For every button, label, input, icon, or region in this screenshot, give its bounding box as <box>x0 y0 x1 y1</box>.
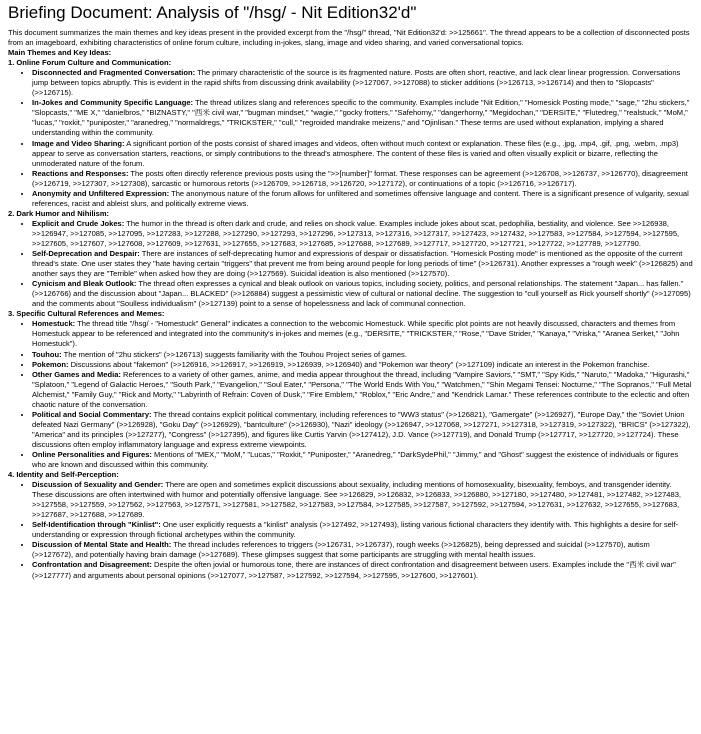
bullet-label: Explicit and Crude Jokes: <box>32 218 125 228</box>
bullet-label: Homestuck: <box>32 319 76 329</box>
bullet-label: Cynicism and Bleak Outlook: <box>32 279 137 289</box>
section-heading: 2. Dark Humor and Nihilism: <box>8 208 110 218</box>
bullet-label: Image and Video Sharing: <box>32 138 125 148</box>
bullet-text: One user explicitly requests a "kinlist" analysis (>>127492, >>127493), listing various fictional characters they identify with. This highlights a desire for self-understanding or expression through fictional archetypes within the community. <box>32 520 679 540</box>
bullet-item <box>32 189 693 209</box>
document-title: Briefing Document: Analysis of "/hsg/ - Nit Edition32'd" <box>8 3 417 22</box>
bullet-label: Online Personalities and Figures: <box>32 449 152 459</box>
bullet-item <box>32 560 693 580</box>
bullet-item <box>32 540 693 560</box>
bullet-item <box>32 249 693 279</box>
section-bullet-list <box>8 219 693 309</box>
bullet-item <box>32 68 693 98</box>
bullet-text: There are open and sometimes explicit discussions about sexuality, including mentions of homosexuality, bisexuality, femboys, and transgender identity. These discussions are often intertwined with humor and potentially offensive language. See >>126829, >>126832, >>126833, >>126880, >>127180, >>127480, >>127481, >>127482, >>127483, >>127558, >>127559, >>127562, >>127563, >>127571, >>127581, >>127582, >>127583, >>127584, >>127585, >>127587, >>127592, >>127594, >>127631, >>127632, >>127655, >>127683, >>127687, >>127688, >>127689. <box>32 480 681 520</box>
bullet-label: Discussion of Mental State and Health: <box>32 540 172 550</box>
section-bullet-list <box>8 68 693 209</box>
bullet-item <box>32 98 693 138</box>
bullet-item <box>32 279 693 309</box>
bullet-text: The thread contains explicit political commentary, including references to "WW3 status" (>>126821), "Gamergate" (>>126927), "Europe Day," the "Soviet Union defeated Nazi Germany" (>>126928), "Goku Day" (>>126929), "bantculture" (>>126930), "Nazi" ideology (>>126947, >>127068, >>127271, >>127318, >>127319, >>127322), "BRICS" (>>127322), "America" and its principles (>>127277), "Congress" (>>127395), and figures like Curtis Yarvin (>>127412), J.D. Vance (>>127719), and Donald Trump (>>127717, >>127720, >>127724). These discussions often employ inflammatory language and express extreme viewpoints. <box>32 409 691 449</box>
bullet-label: Confrontation and Disagreement: <box>32 560 152 570</box>
bullet-text: The thread often expresses a cynical and bleak outlook on various topics, including society, politics, and personal relationships. The statement "Japan... has fallen." (>>126766) and the discussion about "Japan... BLACKED" (>>126884) suggest a pessimistic view of cultural or national decline. The suggestion to "cull yourself as Rick yourself shortly" (>>127095) and the comments about "Soulless individualism" (>>127139) point to a sense of hopelessness and lack of communal connection. <box>32 279 691 309</box>
bullet-text: Despite the often jovial or humorous tone, there are instances of direct confrontation and disagreement between users. Examples include the "西米 civil war" (>>127777) and arguments about personal opinions (>>127077, >>127587, >>127592, >>127594, >>127595, >>127600, >>127601). <box>32 560 676 580</box>
bullet-label: Pokemon: <box>32 359 69 369</box>
bullet-text: The mention of "2hu stickers" (>>126713) suggests familiarity with the Touhou Project series of games. <box>61 349 407 359</box>
bullet-label: Political and Social Commentary: <box>32 409 152 419</box>
bullet-label: Self-Identification through "Kinlist": <box>32 520 161 530</box>
bullet-text: Discussions about "fakemon" (>>126916, >>126917, >>126919, >>126939, >>126940) and "Pokemon war theory" (>>127109) indicate an interest in the Pokemon franchise. <box>68 359 650 369</box>
document-intro: This document summarizes the main themes and key ideas present in the provided excerpt from the "/hsg/" thread, "Nit Edition32'd: >>125661". The thread appears to be a collection of disconnected posts from an imageboard, exhibiting characteristics of online forum culture, including in-jokes, slang, image and video sharing, and varied conversational topics. <box>8 28 690 48</box>
bullet-label: Other Games and Media: <box>32 369 121 379</box>
bullet-text: References to a variety of other games, anime, and media appear throughout the thread, including "Vampire Saviors," "SMT," "Spy Kids," "Naruto," "Madoka," "Higurashi," "Splatoon," "Legend of Galactic Heroes," "South Park," "Evangelion," "Soul Eater," "Persona," "The World Ends With You," "Watchmen," "Shin Megami Tensei: Nocturne," "The Sopranos," "Full Metal Alchemist," "Family Guy," "Rick and Morty," "Labyrinth of Refrain: Coven of Dusk," "Fire Emblem," "Roblox," "Eric Andre," and "Kendrick Lamar." These references contribute to the eclectic and often chaotic nature of the conversation. <box>32 369 692 409</box>
bullet-text: A significant portion of the posts consist of shared images and videos, often without much context or explanation. These files (e.g., .jpg, .mp4, .gif, .png, .webm, .mp3) appear to serve as conversation starters, reactions, or simply contributions to the thread's atmosphere. The content of these files is varied and often visually explicit or bizarre, reflecting the unmoderated nature of the forum. <box>32 138 679 168</box>
bullet-text: The anonymous nature of the forum allows for unfiltered and sometimes offensive language and content. There is a significant presence of vulgarity, sexual references, racist and ableist slurs, and politically extreme views. <box>32 188 689 208</box>
bullet-text: The posts often directly reference previous posts using the ">>[number]" format. These responses can be agreement (>>126708, >>126737, >>126770), disagreement (>>126719, >>127307, >>127308), sarcastic or humorous retorts (>>126709, >>126718, >>126720, >>127172), or continuations of a topic (>>126716, >>126717). <box>32 168 688 188</box>
bullet-text: The humor in the thread is often dark and crude, and relies on shock value. Examples include jokes about scat, pedophilia, bestiality, and violence. See >>126938, >>126947, >>127085, >>127095, >>127283, >>127288, >>127290, >>127293, >>127296, >>127313, >>127316, >>127317, >>127423, >>127432, >>127583, >>127584, >>127594, >>127595, >>127605, >>127607, >>127608, >>127609, >>127631, >>127655, >>127683, >>127685, >>127688, >>127689, >>127717, >>127720, >>127721, >>127722, >>127789, >>127790. <box>32 218 680 248</box>
section-heading: 4. Identity and Self-Perception: <box>8 470 119 480</box>
bullet-text: The thread includes references to triggers (>>126731, >>126737), rough weeks (>>126825), being depressed and suicidal (>>127570), autism (>>127672), and potentially having brain damage (>>127689). These glimpses suggest that some participants are struggling with mental health issues. <box>32 540 650 560</box>
bullet-text: The thread utilizes slang and references specific to the community. Examples include "Nit Edition," "Homesick Posting mode," "sage," "2hu stickers," "Slopcasts," "ME X," "danielbros," "BIZNASTY," "西米 civil war," "bugman mindset," "wagie," "gocky frotters," "Safehorny," "dangerhorny," "Megidochan," "DERSITE," "Flutedreg," "realstuck," "MoM," "lucas," "roxkit," "puniposter," "aranedreg," "normaldregs," "TRICKSTER," "cull," "regroided mandrake meizens," and "Ojinlisan." These terms are used without explanation, implying a shared understanding within the community. <box>32 98 690 138</box>
bullet-text: The thread title "/hsg/ - "Homestuck" General" indicates a connection to the webcomic Homestuck. While specific plot points are not heavily discussed, characters and themes from Homestuck appear to be referenced and integrated into the community's in-jokes and memes (e.g., "DERSITE," "TRICKSTER," "Rose," "Dave Strider," "Kanaya," "Vriska," "Aranea Serket," "John Homestuck"). <box>32 319 680 349</box>
bullet-label: In-Jokes and Community Specific Language: <box>32 98 194 108</box>
bullet-item <box>32 139 693 169</box>
bullet-label: Reactions and Responses: <box>32 168 129 178</box>
bullet-item <box>32 360 693 370</box>
bullet-item <box>32 319 693 349</box>
bullet-item <box>32 169 693 189</box>
bullet-label: Discussion of Sexuality and Gender: <box>32 480 164 490</box>
bullet-item <box>32 350 693 360</box>
bullet-label: Anonymity and Unfiltered Expression: <box>32 188 170 198</box>
bullet-item <box>32 450 693 470</box>
section-heading: 1. Online Forum Culture and Communication: <box>8 58 172 68</box>
section-bullet-list <box>8 480 693 580</box>
theme-sections <box>8 58 693 580</box>
section-bullet-list <box>8 319 693 470</box>
bullet-item <box>32 480 693 520</box>
bullet-text: There are instances of self-deprecating humor and expressions of despair or dissatisfaction. "Homesick Posting mode" is mentioned as the opposite of the current thread's state. One user states they "hate having certain "triggers" that prevent me from being around people for long periods of time" (>>126731). Another expresses a "rough week" (>>126825) and another says they are "Terrible" when asked how they are doing (>>127569). Suicidal ideation is also mentioned (>>127570). <box>32 249 693 279</box>
bullet-item <box>32 410 693 450</box>
bullet-label: Self-Deprecation and Despair: <box>32 249 140 259</box>
main-themes-heading: Main Themes and Key Ideas: <box>8 48 112 58</box>
bullet-label: Disconnected and Fragmented Conversation: <box>32 68 196 78</box>
bullet-text: The primary characteristic of the source is its fragmented nature. Posts are often short, reactive, and lack clear linear progression. Conversations jump between topics abruptly. This is evident in the rapid shifts from discussing drink availability (>>127067, >>127088) to sticker additions (>>126713, >>126714) and then to "Slopcasts" (>>126715). <box>32 68 681 98</box>
bullet-item <box>32 370 693 410</box>
bullet-text: Mentions of "MEX," "MoM," "Lucas," "Roxkit," "Puniposter," "Aranedreg," "DarkSydePhil," "Jimmy," and "Ghost" suggest the existence of individuals or figures who are known and discussed within this community. <box>32 449 679 470</box>
bullet-label: Touhou: <box>32 349 62 359</box>
bullet-item <box>32 520 693 540</box>
section-heading: 3. Specific Cultural References and Memes: <box>8 309 165 319</box>
bullet-item <box>32 219 693 249</box>
